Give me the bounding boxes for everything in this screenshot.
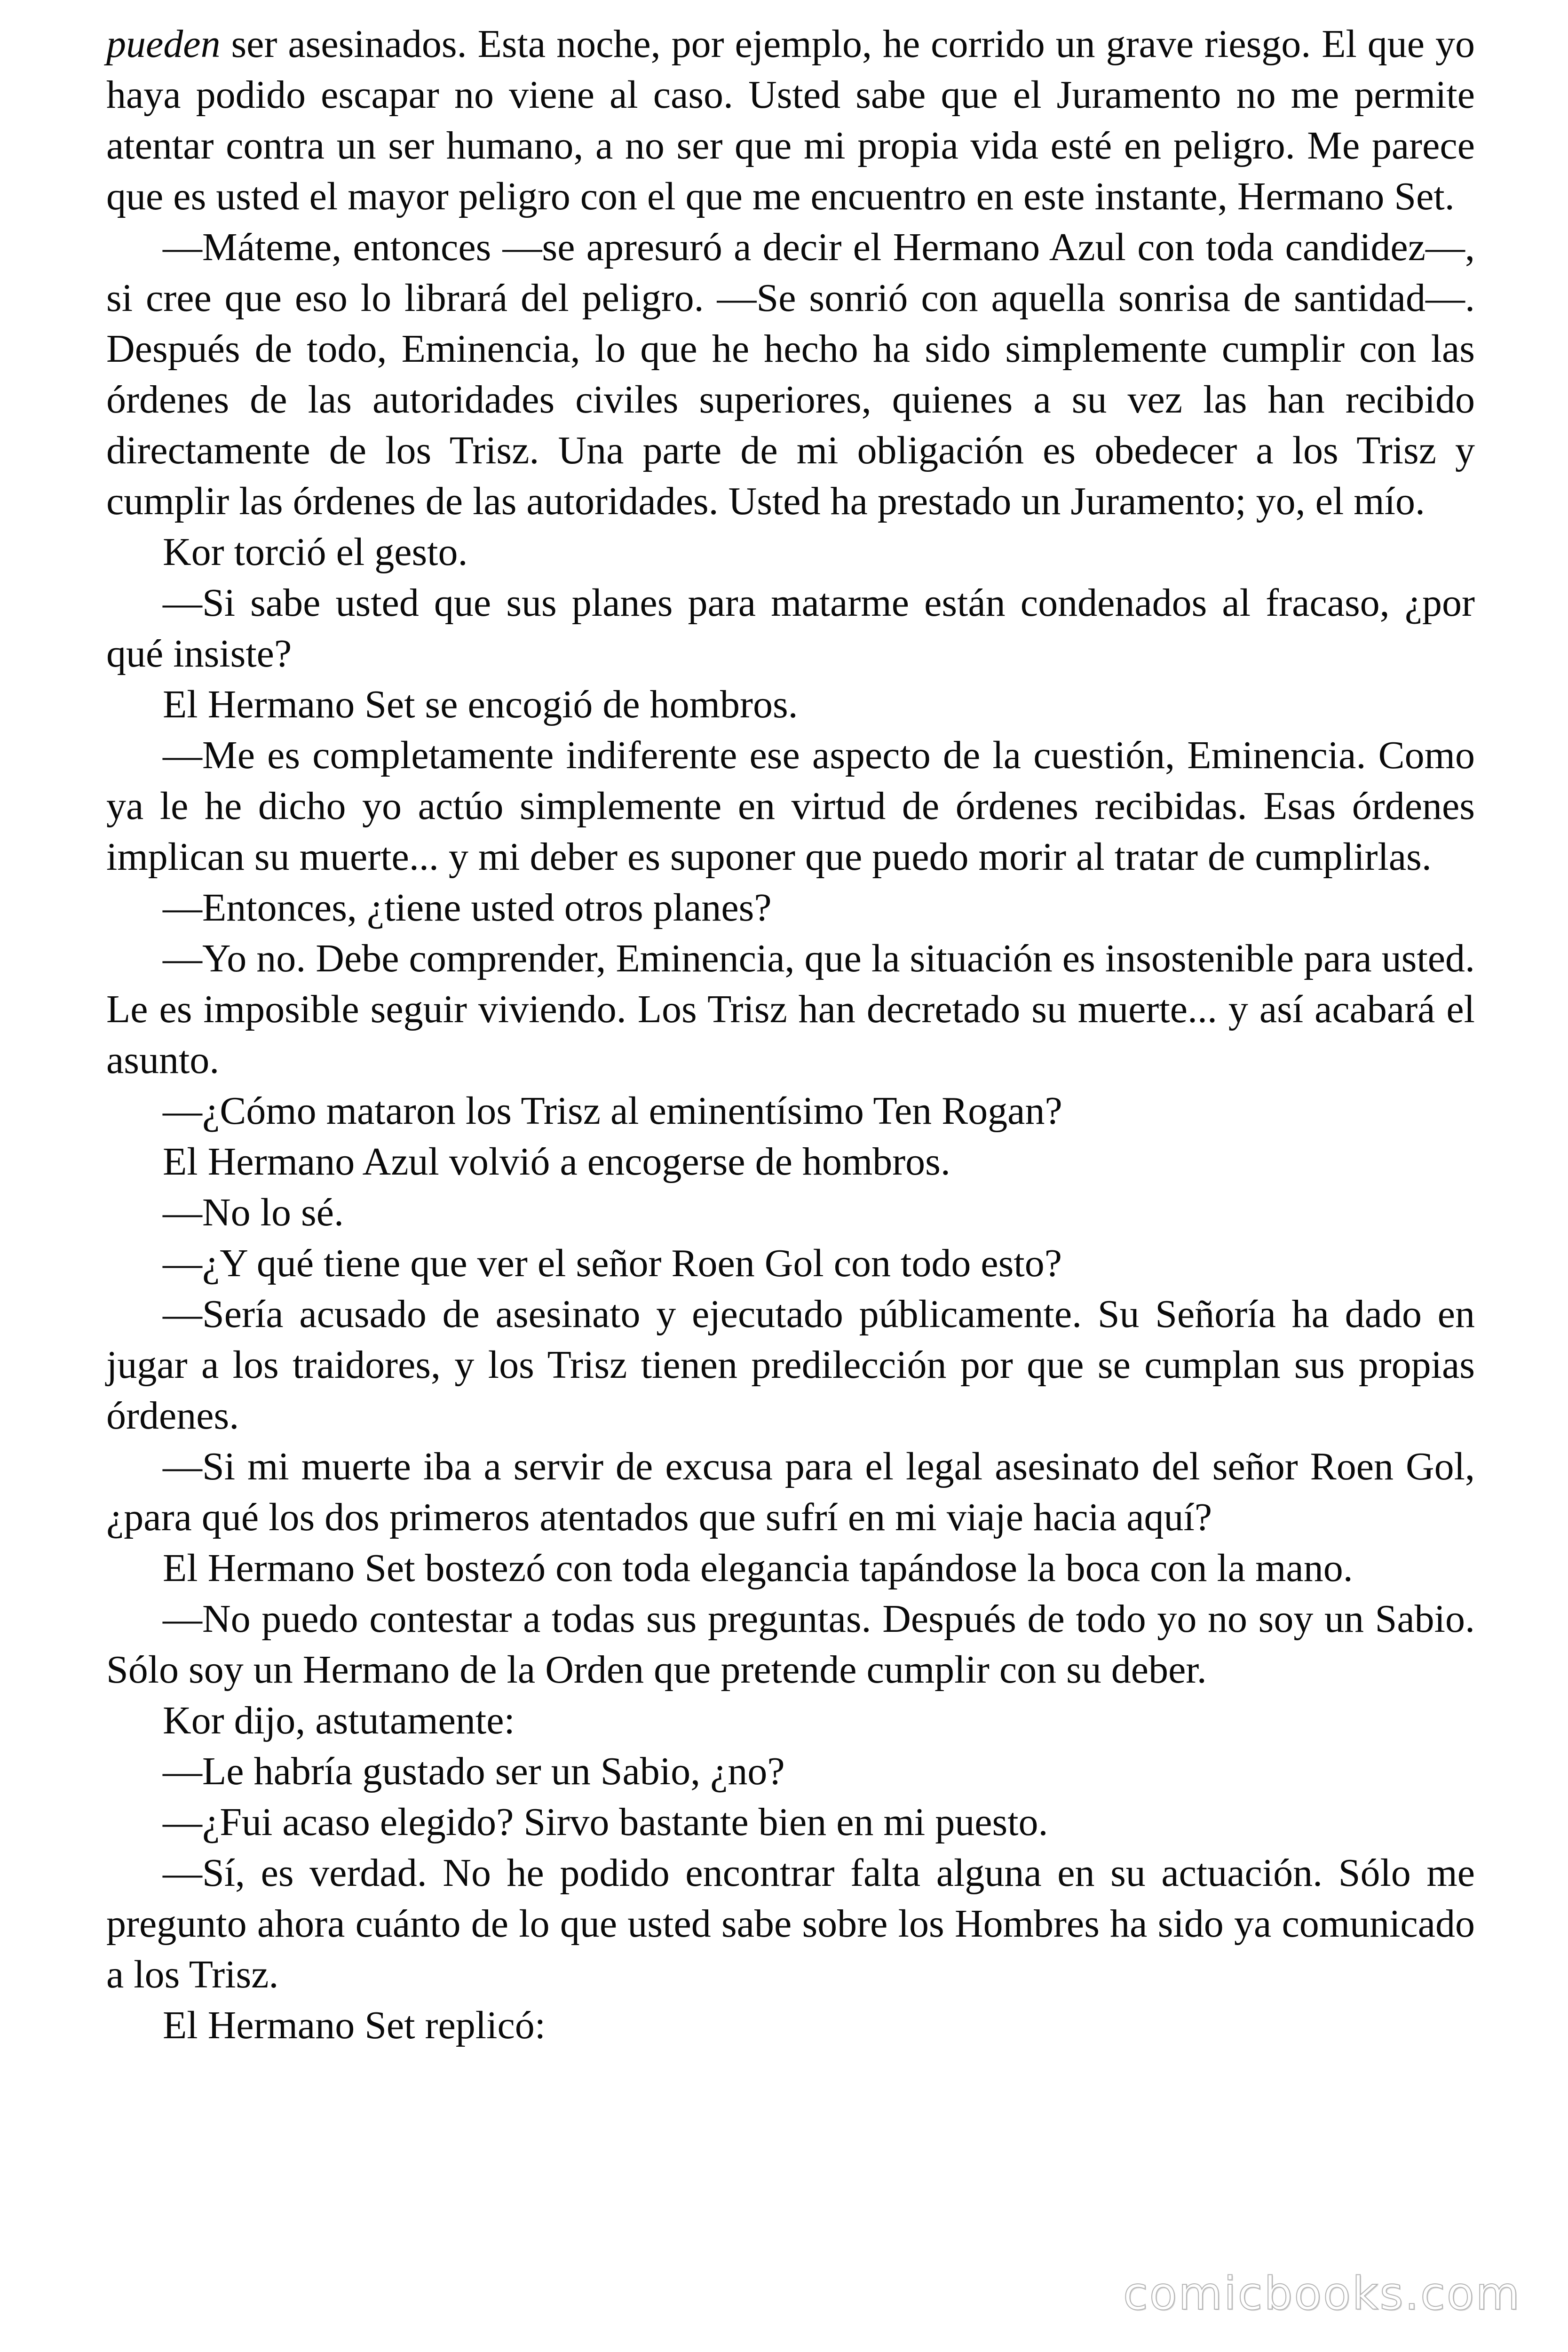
paragraph-1 xyxy=(106,19,1475,222)
watermark: comicbooks.com xyxy=(1123,2267,1521,2320)
paragraph-2: —Máteme, entonces —se apresuró a decir el Hermano Azul con toda candidez—, si cree que eso lo librará del peligro. —Se sonrió con aquella sonrisa de santidad—. Después de todo, Eminencia, lo que he hecho ha sido simplemente cumplir con las órdenes de las autoridades civiles superiores, quienes a su vez las han recibido directamente de los Trisz. Una parte de mi obligación es obedecer a los Trisz y cumplir las órdenes de las autoridades. Usted ha prestado un Juramento; yo, el mío. xyxy=(106,225,1475,523)
paragraph-6: —Me es completamente indiferente ese aspecto de la cuestión, Eminencia. Como ya le he dicho yo actúo simplemente en virtud de órdenes recibidas. Esas órdenes implican su muerte... y mi deber es suponer que puedo morir al tratar de cumplirlas. xyxy=(106,733,1475,879)
paragraph-9: —¿Cómo mataron los Trisz al eminentísimo Ten Rogan? xyxy=(163,1089,1062,1133)
paragraph-13: —Sería acusado de asesinato y ejecutado públicamente. Su Señoría ha dado en jugar a los traidores, y los Trisz tienen predilección por que se cumplan sus propias órdenes. xyxy=(106,1292,1475,1438)
paragraph-text: ser asesinados. Esta noche, por ejemplo, he corrido un grave riesgo. El que yo haya podido escapar no viene al caso. Usted sabe que el Juramento no me permite atentar contra un ser humano, a no ser que mi propia vida esté en peligro. Me parece que es usted el mayor peligro con el que me encuentro en este instante, Hermano Set. xyxy=(106,22,1475,218)
paragraph-12: —¿Y qué tiene que ver el señor Roen Gol con todo esto? xyxy=(163,1241,1062,1285)
paragraph-14: —Si mi muerte iba a servir de excusa para el legal asesinato del señor Roen Gol, ¿para qué los dos primeros atentados que sufrí en mi viaje hacia aquí? xyxy=(106,1445,1475,1539)
paragraph-7: —Entonces, ¿tiene usted otros planes? xyxy=(163,886,772,930)
paragraph-3: Kor torció el gesto. xyxy=(163,530,468,574)
paragraph-8: —Yo no. Debe comprender, Eminencia, que la situación es insostenible para usted. Le es imposible seguir viviendo. Los Trisz han decretado su muerte... y así acabará el asunto. xyxy=(106,937,1475,1082)
paragraph-4: —Si sabe usted que sus planes para matarme están condenados al fracaso, ¿por qué insiste? xyxy=(106,581,1475,675)
paragraph-11: —No lo sé. xyxy=(163,1191,344,1234)
paragraph-17: Kor dijo, astutamente: xyxy=(163,1699,515,1742)
italic-lead: pueden xyxy=(106,22,221,66)
paragraph-18: —Le habría gustado ser un Sabio, ¿no? xyxy=(163,1749,785,1793)
paragraph-21: El Hermano Set replicó: xyxy=(163,2003,546,2047)
paragraph-15: El Hermano Set bostezó con toda elegancia tapándose la boca con la mano. xyxy=(163,1546,1353,1590)
paragraph-16: —No puedo contestar a todas sus preguntas. Después de todo yo no soy un Sabio. Sólo soy un Hermano de la Orden que pretende cumplir con su deber. xyxy=(106,1597,1475,1692)
paragraph-10: El Hermano Azul volvió a encogerse de hombros. xyxy=(163,1140,950,1184)
paragraph-5: El Hermano Set se encogió de hombros. xyxy=(163,683,798,726)
paragraph-19: —¿Fui acaso elegido? Sirvo bastante bien en mi puesto. xyxy=(163,1800,1048,1844)
paragraph-20: —Sí, es verdad. No he podido encontrar falta alguna en su actuación. Sólo me pregunto ahora cuánto de lo que usted sabe sobre los Hombres ha sido ya comunicado a los Trisz. xyxy=(106,1851,1475,1996)
page-text xyxy=(106,19,1475,2051)
